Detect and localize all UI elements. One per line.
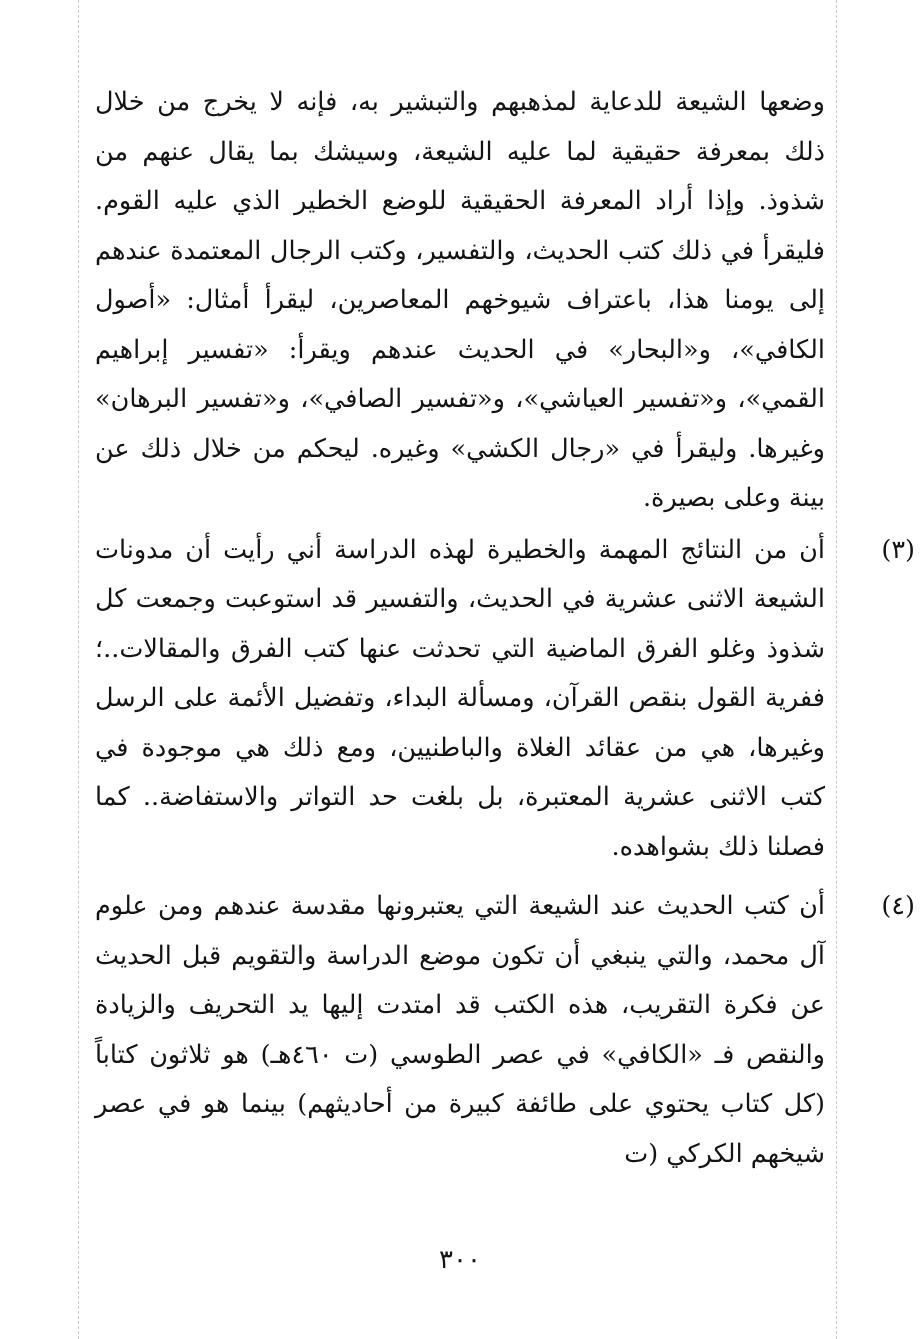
margin-guide-right bbox=[836, 0, 837, 1339]
margin-guide-left bbox=[78, 0, 79, 1339]
item-text: أن كتب الحديث عند الشيعة التي يعتبرونها مقدسة عندهم ومن علوم آل محمد، والتي ينبغي أن تكون موضع الدراسة والتقويم قبل الحديث عن فكرة التقريب، هذه الكتب قد امتدت إليها يد التحريف والزيادة والنقص فـ «الكافي» في عصر الطوسي (ت ٤٦٠هـ) هو ثلاثون كتاباً (كل كتاب يحتوي على طائفة كبيرة من أحاديثهم) بينما هو في عصر شيخهم الكركي (ت bbox=[95, 891, 825, 1169]
item-number: (٣) bbox=[881, 534, 915, 565]
numbered-item-3 bbox=[95, 526, 915, 873]
intro-paragraph: وضعها الشيعة للدعاية لمذهبهم والتبشير به، فإنه لا يخرج من خلال ذلك بمعرفة حقيقية لما عليه الشيعة، وسيشك بما يقال عنهم من شذوذ. وإذا أراد المعرفة الحقيقية للوضع الخطير الذي عليه القوم. فليقرأ في ذلك كتب الحديث، والتفسير، وكتب الرجال المعتمدة عندهم إلى يومنا هذا، باعتراف شيوخهم المعاصرين، ليقرأ أمثال: «أصول الكافي»، و«البحار» في الحديث عندهم ويقرأ: «تفسير إبراهيم القمي»، و«تفسير العياشي»، و«تفسير الصافي»، و«تفسير البرهان» وغيرها. وليقرأ في «رجال الكشي» وغيره. ليحكم من خلال ذلك عن بينة وعلى بصيرة. bbox=[95, 87, 825, 513]
page-body bbox=[95, 78, 915, 1179]
page-number: ٣٠٠ bbox=[439, 1245, 481, 1275]
item-number: (٤) bbox=[881, 891, 915, 921]
numbered-item-4 bbox=[95, 882, 915, 1179]
item-text: أن من النتائج المهمة والخطيرة لهذه الدراسة أني رأيت أن مدونات الشيعة الاثنى عشرية في الحديث، والتفسير قد استوعبت وجمعت كل شذوذ وغلو الفرق الماضية التي تحدثت عنها كتب الفرق والمقالات..؛ ففرية القول بنقص القرآن، ومسألة البداء، وتفضيل الأئمة على الرسل وغيرها، هي من عقائد الغلاة والباطنيين، ومع ذلك هي موجودة في كتب الاثنى عشرية المعتبرة، بل بلغت حد التواتر والاستفاضة.. كما فصلنا ذلك بشواهده. bbox=[95, 534, 825, 862]
